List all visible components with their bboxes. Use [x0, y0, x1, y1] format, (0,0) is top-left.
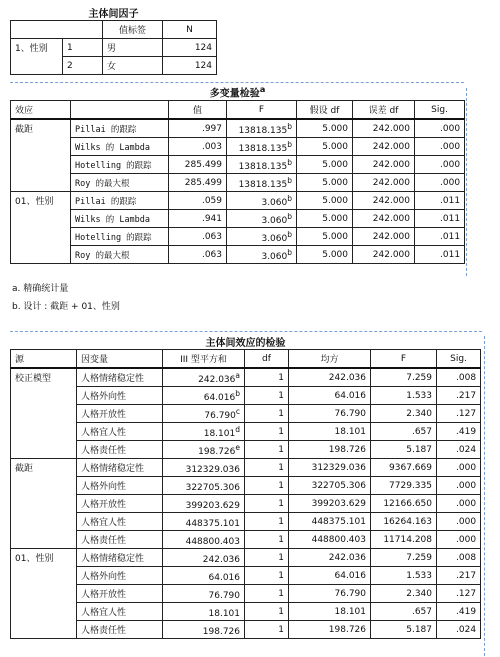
effect-name: 01、性别: [11, 192, 71, 264]
f-value: 3.060: [261, 233, 288, 244]
effect-name: 截距: [11, 119, 71, 192]
df-value: 1: [245, 423, 289, 441]
f-value: 9367.669: [371, 459, 437, 477]
f-value: 16264.163: [371, 513, 437, 531]
header-sig: Sig.: [415, 101, 465, 120]
table-row: [11, 513, 481, 531]
df-value: 1: [245, 387, 289, 405]
table-row: [11, 368, 481, 387]
f-value: 2.340: [371, 405, 437, 423]
sig-value: .008: [437, 549, 481, 567]
between-subjects-effects-body: [11, 368, 481, 639]
factor-level-n: 124: [163, 39, 217, 57]
sum-of-squares-cell: [163, 621, 245, 639]
table-row: [11, 459, 481, 477]
df-value: 1: [245, 495, 289, 513]
df-value: 1: [245, 441, 289, 459]
df-value: 1: [245, 459, 289, 477]
table-title: 多变量检验$^a$: [209, 84, 266, 100]
header-df: df: [245, 350, 289, 369]
test-name: Hotelling 的跟踪: [71, 228, 169, 246]
layout-guide-line: [10, 331, 482, 332]
sum-of-squares-cell: [163, 513, 245, 531]
hypothesis-df: 5.000: [297, 228, 353, 246]
sum-of-squares: 64.016: [208, 572, 240, 583]
dependent-variable: 人格外向性: [77, 387, 163, 405]
f-value: 13818.135: [238, 161, 288, 172]
footnote-marker: e: [235, 442, 240, 452]
table-row: [11, 531, 481, 549]
between-subjects-effects-table: [10, 333, 481, 639]
mean-square: 322705.306: [289, 477, 371, 495]
sig-value: .419: [437, 603, 481, 621]
hypothesis-df: 5.000: [297, 156, 353, 174]
sum-of-squares: 76.790: [208, 590, 240, 601]
f-value-cell: [227, 119, 297, 138]
test-value: .997: [169, 119, 227, 138]
sum-of-squares: 76.790: [204, 410, 236, 421]
sig-value: .000: [437, 513, 481, 531]
df-value: 1: [245, 549, 289, 567]
mean-square: 76.790: [289, 585, 371, 603]
table-row: [11, 387, 481, 405]
hypothesis-df: 5.000: [297, 174, 353, 192]
header-mean-square: 均方: [289, 350, 371, 369]
f-value-cell: [227, 138, 297, 156]
f-value: 13818.135: [238, 179, 288, 190]
test-name: Pillai 的跟踪: [71, 192, 169, 210]
test-value: .063: [169, 246, 227, 264]
dependent-variable: 人格宜人性: [77, 603, 163, 621]
dependent-variable: 人格责任性: [77, 441, 163, 459]
dependent-variable: 人格外向性: [77, 477, 163, 495]
f-value: 3.060: [261, 215, 288, 226]
f-value: 3.060: [261, 197, 288, 208]
table-row: [11, 119, 465, 138]
sum-of-squares: 242.036: [202, 554, 240, 565]
dependent-variable: 人格开放性: [77, 585, 163, 603]
df-value: 1: [245, 477, 289, 495]
table-row: [11, 174, 465, 192]
source-name: 截距: [11, 459, 77, 549]
mean-square: 312329.036: [289, 459, 371, 477]
dependent-variable: 人格责任性: [77, 621, 163, 639]
df-value: 1: [245, 531, 289, 549]
header-sig: Sig.: [437, 350, 481, 369]
multivariate-tests-body: [11, 119, 465, 264]
sig-value: .011: [415, 246, 465, 264]
f-value: .657: [371, 423, 437, 441]
table-row: [11, 405, 481, 423]
sum-of-squares-cell: [163, 603, 245, 621]
factor-level-label: 女: [103, 57, 163, 75]
sig-value: .000: [415, 156, 465, 174]
sig-value: .000: [437, 495, 481, 513]
f-value: 7729.335: [371, 477, 437, 495]
header-hypothesis-df: 假设 df: [297, 101, 353, 120]
header-blank: [11, 21, 103, 39]
table-row: [11, 423, 481, 441]
sig-value: .000: [437, 477, 481, 495]
hypothesis-df: 5.000: [297, 138, 353, 156]
mean-square: 242.036: [289, 549, 371, 567]
sig-value: .217: [437, 387, 481, 405]
sig-value: .000: [415, 174, 465, 192]
error-df: 242.000: [353, 119, 415, 138]
f-value: 5.187: [371, 621, 437, 639]
footnote-marker: b: [287, 211, 292, 221]
layout-guide-line: [484, 336, 485, 656]
error-df: 242.000: [353, 156, 415, 174]
sum-of-squares-cell: [163, 477, 245, 495]
dependent-variable: 人格开放性: [77, 495, 163, 513]
table-row: [11, 156, 465, 174]
header-value-label: 值标签: [103, 21, 163, 39]
df-value: 1: [245, 603, 289, 621]
sum-of-squares-cell: [163, 585, 245, 603]
table-row: [11, 585, 481, 603]
footnote-marker: b: [287, 229, 292, 239]
footnote-marker: d: [235, 424, 240, 434]
dependent-variable: 人格情绪稳定性: [77, 549, 163, 567]
factor-level-code: 1: [63, 39, 103, 57]
sum-of-squares: 198.726: [198, 446, 236, 457]
f-value-cell: [227, 156, 297, 174]
header-error-df: 误差 df: [353, 101, 415, 120]
dependent-variable: 人格情绪稳定性: [77, 368, 163, 387]
multivariate-tests-table: [10, 84, 465, 264]
f-value: 1.533: [371, 387, 437, 405]
error-df: 242.000: [353, 192, 415, 210]
table-row: [11, 246, 465, 264]
sum-of-squares-cell: [163, 549, 245, 567]
error-df: 242.000: [353, 246, 415, 264]
mean-square: 76.790: [289, 405, 371, 423]
table-title: 主体间因子: [88, 8, 139, 20]
hypothesis-df: 5.000: [297, 210, 353, 228]
mean-square: 399203.629: [289, 495, 371, 513]
factor-name: 1、性别: [11, 39, 63, 75]
header-type-iii-ss: III 型平方和: [163, 350, 245, 369]
sig-value: .011: [415, 228, 465, 246]
df-value: 1: [245, 368, 289, 387]
dependent-variable: 人格外向性: [77, 567, 163, 585]
error-df: 242.000: [353, 228, 415, 246]
sum-of-squares: 312329.036: [185, 464, 240, 475]
f-value: 1.533: [371, 567, 437, 585]
footnote-b: b. 设计 : 截距 + 01、性别: [12, 302, 120, 312]
test-value: 285.499: [169, 156, 227, 174]
f-value: 3.060: [261, 251, 288, 262]
table-title: 主体间效应的检验: [205, 337, 286, 349]
header-dependent-variable: 因变量: [77, 350, 163, 369]
sig-value: .024: [437, 441, 481, 459]
mean-square: 64.016: [289, 387, 371, 405]
df-value: 1: [245, 567, 289, 585]
f-value-cell: [227, 174, 297, 192]
mean-square: 198.726: [289, 441, 371, 459]
mean-square: 64.016: [289, 567, 371, 585]
table-row: [11, 138, 465, 156]
dependent-variable: 人格宜人性: [77, 513, 163, 531]
footnote-marker: b: [287, 247, 292, 257]
df-value: 1: [245, 621, 289, 639]
sum-of-squares-cell: [163, 441, 245, 459]
dependent-variable: 人格宜人性: [77, 423, 163, 441]
table-row: [11, 549, 481, 567]
f-value-cell: [227, 210, 297, 228]
table-row: [11, 441, 481, 459]
between-subjects-factors-table: [10, 4, 217, 75]
sig-value: .000: [415, 138, 465, 156]
sum-of-squares: 399203.629: [185, 500, 240, 511]
sum-of-squares: 18.101: [203, 428, 236, 439]
f-value: 2.340: [371, 585, 437, 603]
header-value: 值: [169, 101, 227, 120]
sum-of-squares: 64.016: [203, 392, 236, 403]
df-value: 1: [245, 513, 289, 531]
hypothesis-df: 5.000: [297, 192, 353, 210]
header-n: N: [163, 21, 217, 39]
test-value: .003: [169, 138, 227, 156]
f-value: 7.259: [371, 368, 437, 387]
factor-level-n: 124: [163, 57, 217, 75]
table-row: [11, 567, 481, 585]
df-value: 1: [245, 405, 289, 423]
f-value: 12166.650: [371, 495, 437, 513]
header-source: 源: [11, 350, 77, 369]
error-df: 242.000: [353, 210, 415, 228]
sum-of-squares-cell: [163, 495, 245, 513]
f-value: 11714.208: [371, 531, 437, 549]
dependent-variable: 人格责任性: [77, 531, 163, 549]
f-value: .657: [371, 603, 437, 621]
sum-of-squares-cell: [163, 405, 245, 423]
f-value: 13818.135: [238, 125, 288, 136]
table-row: [11, 477, 481, 495]
sum-of-squares-cell: [163, 423, 245, 441]
factor-level-label: 男: [103, 39, 163, 57]
sig-value: .024: [437, 621, 481, 639]
sig-value: .008: [437, 368, 481, 387]
test-name: Roy 的最大根: [71, 174, 169, 192]
table-row: [11, 495, 481, 513]
hypothesis-df: 5.000: [297, 246, 353, 264]
test-name: Wilks 的 Lambda: [71, 138, 169, 156]
sig-value: .419: [437, 423, 481, 441]
f-value-cell: [227, 246, 297, 264]
f-value-cell: [227, 228, 297, 246]
sum-of-squares: 198.726: [202, 626, 240, 637]
mean-square: 448800.403: [289, 531, 371, 549]
sum-of-squares: 18.101: [208, 608, 240, 619]
sum-of-squares: 242.036: [198, 374, 236, 385]
table-row: [11, 621, 481, 639]
sig-value: .000: [437, 459, 481, 477]
mean-square: 18.101: [289, 423, 371, 441]
sum-of-squares-cell: [163, 368, 245, 387]
sig-value: .127: [437, 585, 481, 603]
df-value: 1: [245, 585, 289, 603]
mean-square: 242.036: [289, 368, 371, 387]
test-value: 285.499: [169, 174, 227, 192]
sum-of-squares-cell: [163, 567, 245, 585]
layout-guide-line: [466, 88, 467, 276]
sum-of-squares-cell: [163, 459, 245, 477]
table-row: [11, 192, 465, 210]
test-name: Wilks 的 Lambda: [71, 210, 169, 228]
footnote-marker: b: [287, 175, 292, 185]
sig-value: .127: [437, 405, 481, 423]
sig-value: .217: [437, 567, 481, 585]
header-test: [71, 101, 169, 120]
test-name: Roy 的最大根: [71, 246, 169, 264]
test-value: .063: [169, 228, 227, 246]
dependent-variable: 人格情绪稳定性: [77, 459, 163, 477]
hypothesis-df: 5.000: [297, 119, 353, 138]
header-effect: 效应: [11, 101, 71, 120]
footnote-marker: c: [235, 406, 240, 416]
f-value-cell: [227, 192, 297, 210]
error-df: 242.000: [353, 138, 415, 156]
mean-square: 18.101: [289, 603, 371, 621]
header-f: F: [227, 101, 297, 120]
footnote-marker: a: [259, 84, 266, 95]
footnote-marker: b: [287, 139, 292, 149]
sum-of-squares: 448375.101: [185, 518, 240, 529]
test-value: .059: [169, 192, 227, 210]
factor-level-code: 2: [63, 57, 103, 75]
sum-of-squares-cell: [163, 387, 245, 405]
footnote-a: a. 精确统计量: [12, 284, 69, 294]
dependent-variable: 人格开放性: [77, 405, 163, 423]
sig-value: .000: [415, 119, 465, 138]
layout-guide-line: [10, 82, 464, 83]
test-name: Pillai 的跟踪: [71, 119, 169, 138]
f-value: 7.259: [371, 549, 437, 567]
source-name: 校正模型: [11, 368, 77, 459]
table-row: [11, 228, 465, 246]
footnote-marker: b: [287, 157, 292, 167]
sig-value: .011: [415, 210, 465, 228]
mean-square: 198.726: [289, 621, 371, 639]
header-f: F: [371, 350, 437, 369]
error-df: 242.000: [353, 174, 415, 192]
footnote-marker: b: [287, 121, 292, 131]
f-value: 5.187: [371, 441, 437, 459]
mean-square: 448375.101: [289, 513, 371, 531]
table-row: [11, 603, 481, 621]
source-name: 01、性别: [11, 549, 77, 639]
sig-value: .011: [415, 192, 465, 210]
table-row: [11, 210, 465, 228]
test-value: .941: [169, 210, 227, 228]
footnote-marker: a: [235, 370, 240, 380]
footnote-marker: b: [235, 388, 240, 398]
test-name: Hotelling 的跟踪: [71, 156, 169, 174]
sum-of-squares: 448800.403: [185, 536, 240, 547]
footnote-marker: b: [287, 193, 292, 203]
sum-of-squares: 322705.306: [185, 482, 240, 493]
f-value: 13818.135: [238, 143, 288, 154]
sig-value: .000: [437, 531, 481, 549]
sum-of-squares-cell: [163, 531, 245, 549]
